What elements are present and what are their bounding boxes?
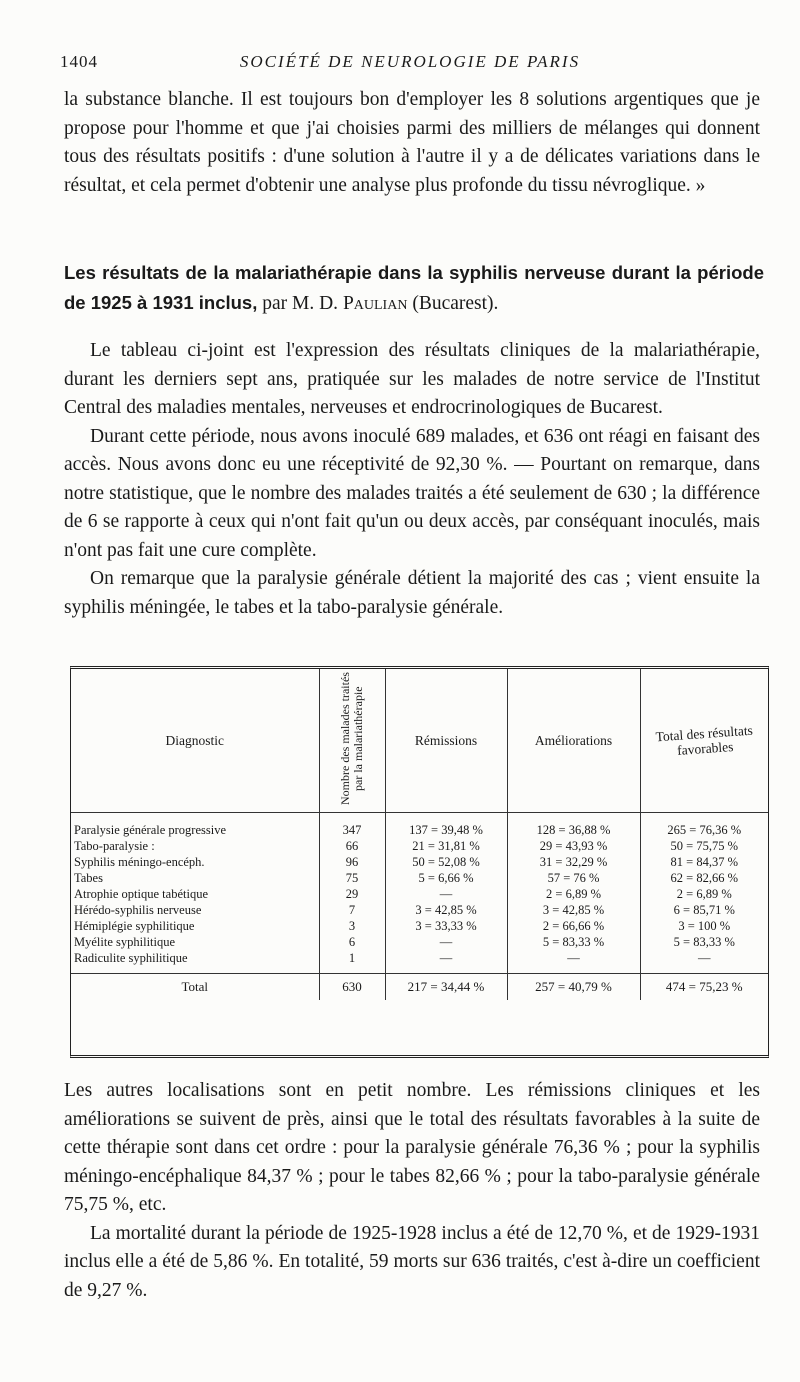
cell-count: 66 (319, 838, 385, 854)
total-favorable: 474 = 75,23 % (640, 974, 768, 1001)
cell-count: 75 (319, 870, 385, 886)
cell-total: 6 = 85,71 % (640, 902, 768, 918)
cell-remissions: — (385, 934, 507, 950)
cell-diagnostic: Tabo-paralysie : (74, 839, 155, 853)
cell-ameliorations: 5 = 83,33 % (507, 934, 640, 950)
total-ameliorations: 257 = 40,79 % (507, 974, 640, 1001)
table-row (71, 838, 768, 854)
cell-remissions: — (385, 886, 507, 902)
cell-remissions: 3 = 42,85 % (385, 902, 507, 918)
article-author: Paulian (342, 293, 408, 314)
cell-ameliorations: 57 = 76 % (507, 870, 640, 886)
closing-paragraph: Les autres localisations sont en petit nombre. Les rémissions cliniques et les améliorations se suivent de près, ainsi que le total des résultats favorables à la suite de cette thérapie sont dans cet ordre : pour la paralysie générale 76,36 % ; pour la syphilis méningo-encéphalique 84,37 % ; pour le tabes 82,66 % ; pour la tabo-paralysie générale 75,75 %, etc. (64, 1080, 760, 1215)
cell-total: 265 = 76,36 % (640, 813, 768, 839)
results-table (70, 666, 769, 1058)
article-paragraph: Durant cette période, nous avons inoculé 689 malades, et 636 ont réagi en faisant des accès. Nous avons donc eu une réceptivité de 92,30 %. — Pourtant on remarque, dans notre statistique, que le nombre des malades traités a été seulement de 630 ; la différence de 6 se rapporte à ceux qui n'ont fait qu'un ou deux accès, par conséquant inoculés, mais n'ont pas fait une cure complète. (64, 425, 760, 561)
cell-diagnostic: Myélite syphilitique (74, 935, 176, 949)
cell-total: 50 = 75,75 % (640, 838, 768, 854)
cell-diagnostic: Paralysie générale progressive (74, 823, 227, 837)
cell-count: 1 (319, 950, 385, 974)
header-count: Nombre des malades traités par la malariathérapie (319, 669, 385, 813)
table-row (71, 950, 768, 974)
page-number: 1404 (60, 52, 98, 71)
cell-total: — (640, 950, 768, 974)
cell-ameliorations: — (507, 950, 640, 974)
intro-paragraph: la substance blanche. Il est toujours bon d'employer les 8 solutions argentiques que je propose pour l'homme et que j'ai choisies parmi des milliers de mélanges qui donnent tous des résultats positifs : d'une solution à l'autre il y a de délicates variations dans le résultat, et cela permet d'obtenir une analyse plus profonde du tissu névroglique. » (64, 89, 760, 196)
cell-count: 29 (319, 886, 385, 902)
cell-remissions: 3 = 33,33 % (385, 918, 507, 934)
cell-count: 96 (319, 854, 385, 870)
table-row (71, 886, 768, 902)
header-ameliorations: Améliorations (507, 669, 640, 813)
cell-remissions: 5 = 6,66 % (385, 870, 507, 886)
cell-remissions: 50 = 52,08 % (385, 854, 507, 870)
cell-remissions: 137 = 39,48 % (385, 813, 507, 839)
table-total-row (71, 974, 768, 1001)
cell-ameliorations: 2 = 66,66 % (507, 918, 640, 934)
article-title: Les résultats de la malariathérapie dans la syphilis nerveuse durant la période de 1925 à 1931 inclus, (64, 262, 764, 313)
cell-diagnostic: Syphilis méningo-encéph. (74, 855, 205, 869)
table-row (71, 902, 768, 918)
cell-count: 7 (319, 902, 385, 918)
article-location: (Bucarest). (412, 293, 499, 314)
total-remissions: 217 = 34,44 % (385, 974, 507, 1001)
article-paragraph: On remarque que la paralysie générale détient la majorité des cas ; vient ensuite la syphilis méningée, le tabes et la tabo-paralysie générale. (64, 568, 760, 618)
cell-count: 6 (319, 934, 385, 950)
table-row (71, 934, 768, 950)
cell-diagnostic: Atrophie optique tabétique (74, 887, 208, 901)
cell-total: 81 = 84,37 % (640, 854, 768, 870)
article-paragraph: Le tableau ci-joint est l'expression des résultats cliniques de la malariathérapie, durant les derniers sept ans, pratiquée sur les malades de notre service de l'Institut Central des maladies mentales, nerveuses et endrocrinologiques de Bucarest. (64, 340, 760, 418)
cell-diagnostic: Radiculite syphilitique (74, 951, 188, 965)
cell-remissions: 21 = 31,81 % (385, 838, 507, 854)
cell-count: 347 (319, 813, 385, 839)
byline-prefix: par M. D. (262, 293, 339, 314)
table-header-row (71, 669, 768, 813)
cell-total: 2 = 6,89 % (640, 886, 768, 902)
table-row (71, 813, 768, 839)
header-total: Total des résultats favorables (640, 669, 768, 813)
cell-ameliorations: 128 = 36,88 % (507, 813, 640, 839)
cell-total: 62 = 82,66 % (640, 870, 768, 886)
article-heading (64, 258, 764, 318)
cell-ameliorations: 29 = 43,93 % (507, 838, 640, 854)
cell-ameliorations: 3 = 42,85 % (507, 902, 640, 918)
cell-ameliorations: 2 = 6,89 % (507, 886, 640, 902)
closing-paragraph: La mortalité durant la période de 1925-1928 inclus a été de 12,70 %, et de 1929-1931 inclus elle a été de 5,86 %. En totalité, 59 morts sur 636 traités, c'est à-dire un coefficient de 9,27 %. (64, 1222, 760, 1301)
article-body (64, 337, 760, 622)
cell-remissions: — (385, 950, 507, 974)
journal-title: SOCIÉTÉ DE NEUROLOGIE DE PARIS (239, 52, 581, 71)
cell-diagnostic: Hérédo-syphilis nerveuse (74, 903, 202, 917)
cell-total: 3 = 100 % (640, 918, 768, 934)
running-head (60, 52, 760, 78)
header-remissions: Rémissions (385, 669, 507, 813)
table-row (71, 918, 768, 934)
closing-text (64, 1077, 760, 1305)
cell-diagnostic: Tabes (74, 871, 103, 885)
cell-count: 3 (319, 918, 385, 934)
table-row (71, 854, 768, 870)
header-diagnostic: Diagnostic (71, 669, 319, 813)
cell-ameliorations: 31 = 32,29 % (507, 854, 640, 870)
total-count: 630 (319, 974, 385, 1001)
cell-total: 5 = 83,33 % (640, 934, 768, 950)
cell-diagnostic: Hémiplégie syphilitique (74, 919, 195, 933)
total-label: Total (71, 974, 319, 1001)
table-row (71, 870, 768, 886)
intro-text (64, 86, 760, 200)
